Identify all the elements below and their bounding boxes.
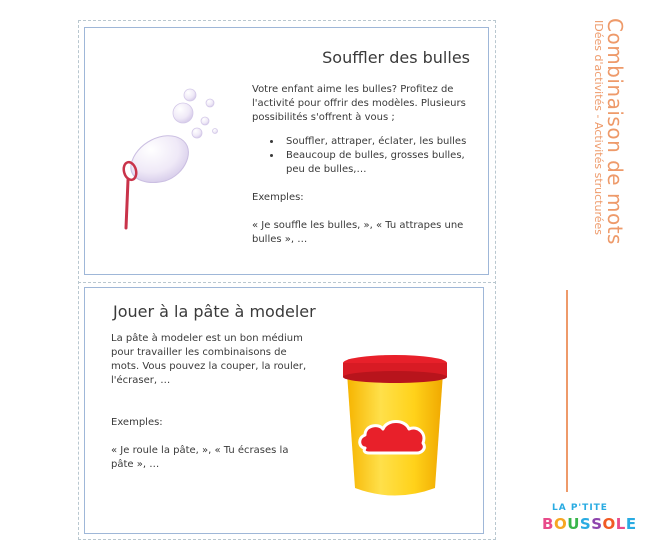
card-title: Jouer à la pâte à modeler [113,302,316,321]
bullet-list [252,135,478,177]
logo-letter: S [591,515,603,533]
card-title: Souffler des bulles [322,48,470,67]
logo-main-text [542,515,637,533]
logo-letter: O [602,515,616,533]
cut-divider [78,282,496,283]
card-intro: La pâte à modeler est un bon médium pour travailler les combinaisons de mots. Vous pouvez la couper, la rouler, l'écraser, … [111,333,307,386]
logo-letter: S [579,515,592,533]
playdough-jar-icon [335,353,455,503]
sidebar-rule [566,290,568,492]
card-body [252,83,478,247]
logo-letter: L [615,515,626,533]
list-item: • Beaucoup de bulles, grosses bulles, peu de bulles,… [282,149,478,177]
brand-logo [538,503,637,543]
examples-text: « Je roule la pâte, », « Tu écrases la pâte », … [111,445,289,470]
card-intro: Votre enfant aime les bulles? Profitez de l'activité pour offrir des modèles. Plusieurs possibilités s'offrent à vous ; [252,84,466,123]
logo-letter: E [625,515,637,533]
card-body [111,332,311,472]
examples-label: Exemples: [111,417,163,428]
examples-text: « Je souffle les bulles, », « Tu attrapes une bulles », … [252,220,464,245]
sidebar-title: Combinaison de mots [603,18,627,245]
examples-label: Exemples: [252,192,304,203]
sidebar-subtitle: IDées d'activités - Activités structurées [592,20,605,236]
list-item: • Souffler, attraper, éclater, les bulles [282,135,478,149]
logo-letter: O [553,515,568,533]
logo-top-text: LA P'TITE [552,503,608,513]
bubble-wand-icon [115,83,225,233]
logo-letter: U [567,515,580,533]
activity-card-playdough [84,287,484,534]
activity-card-bubbles [84,27,489,275]
logo-letter: B [542,515,554,533]
